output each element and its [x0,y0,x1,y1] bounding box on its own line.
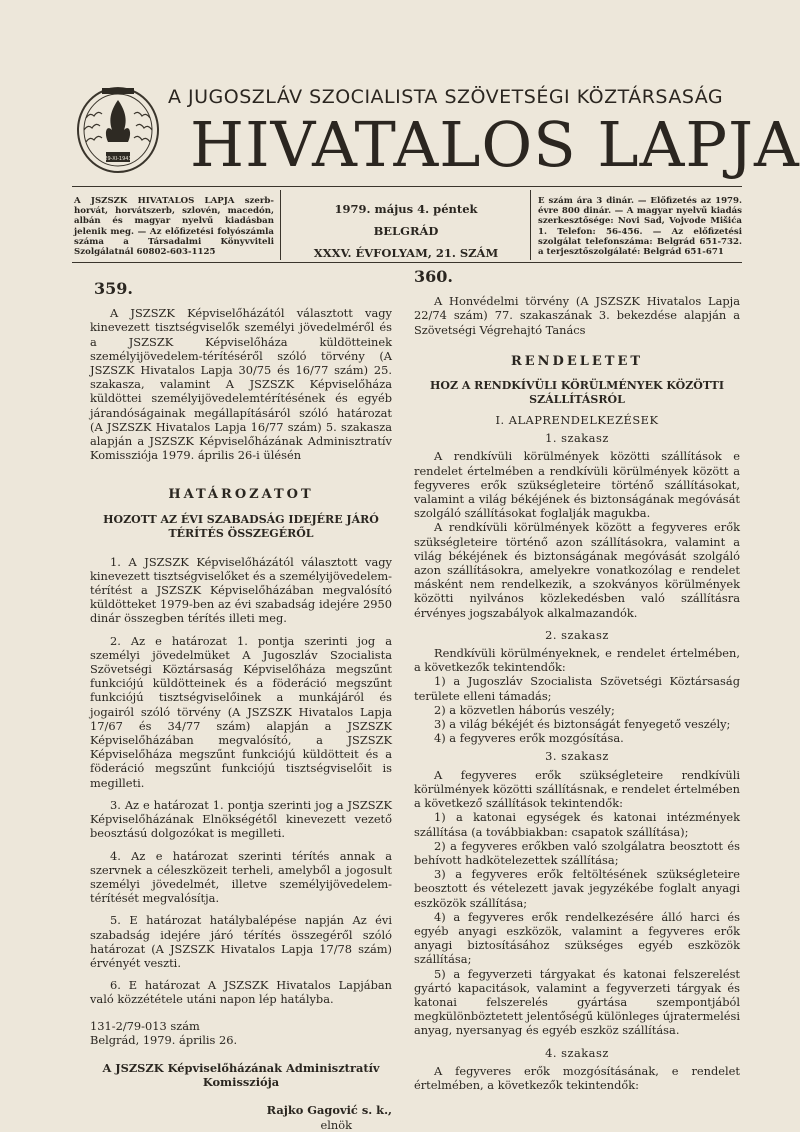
paragraph: 6. E határozat A JSZSZK Hivatalos Lapjában való közzététele utáni napon lép hatályba. [90,978,392,1007]
masthead-divider-left [280,190,281,260]
masthead-divider-right [530,190,531,260]
decision-heading: HATÁROZATOT [168,487,314,503]
paragraph: A rendkívüli körülmények közötti szállítások e rendelet értelmében a rendkívüli körülmények között a fegyveres erők szükségleteire történő szállításokat, valamint a világ békéjének és biztonságának megóvását szolgáló szállításokat foglalják magukba. [414,449,740,521]
list-item: 4) a fegyveres erők mozgósítása. [434,731,624,746]
paragraph: A fegyveres erők szükségleteire rendkívüli körülmények közötti szállításnak, e rendelet értelmében a következő szállítások tekintendők: [414,767,740,811]
preamble: A JSZSZK Képviselőházától választott vagy kinevezett tisztségviselők személyi jövedelméről és a JSZSZK Képviselőháza küldötteinek személyijövedelem-térítéséről szóló törvény (A JSZSZK Hivatalos Lapja 30/75 és 16/77 szám) 25. szakasza, valamint A JSZSZK Képviselőháza küldöttei személyijövedelemtérítésének és egyéb járandóságainak megállapításáról szóló határozat (A JSZSZK Hivatalos Lapja 16/77 szám) 5. szakasza alapján a JSZSZK Képviselőházának Adminisztratív Komissziója 1979. április 26-i ülésén [90,306,392,463]
reference [90,1019,392,1047]
section-title: 4. szakasz [545,1045,609,1060]
list-item: 4) a fegyveres erők rendelkezésére álló harci és egyéb anyagi eszközök, valamint a fegyveres erők anyagi biztosításához szükséges egyéb eszközök szállítása; [414,909,740,967]
issuing-body: A JSZSZK Képviselőházának Adminisztratív Komissziója [102,1060,380,1090]
paragraph: 2. Az e határozat 1. pontja szerinti jog a személyi jövedelmüket A Jugoszláv Szocialista Szövetségi Köztársaság Képviselőháza megszűnt funkciójú küldötteinek és a föderáció megszűnt funkciójú tisztségviselőinek a munkájáról és jogairól szóló törvény (A JSZSZK Hivatalos Lapja 17/67 és 34/77 szám) alapján a JSZSZK Képviselőházában megvalósító, a JSZSZK Képviselőháza megszűnt funkciójú küldötteit és a föderáció megszűnt funkciójú tisztségviselőit is megilleti. [90,633,392,790]
section-title: 2. szakasz [545,627,609,642]
section-title: 3. szakasz [545,749,609,764]
list-item: 2) a közvetlen háborús veszély; [434,702,615,717]
reference-number: 131-2/79-013 szám [90,1018,200,1033]
paragraph: 5. E határozat hatálybalépése napján Az évi szabadság idejére járó térítés összegéről szóló határozat (A JSZSZK Hivatalos Lapja 17/78 szám) érvényét veszti. [90,913,392,970]
paragraph: 1. A JSZSZK Képviselőházától választott vagy kinevezett tisztségviselőket és a személyijövedelem-térítést a JSZSZK Képviselőházában megvalósító küldötteket 1979-ben az évi szabadság idejére 2950 dinár összegben térítés illeti meg. [90,554,392,626]
signer-name: Rajko Gagović s. k., [266,1103,392,1118]
masthead-rule-bottom [72,262,742,263]
price-info: E szám ára 3 dinár. — Előfizetés az 1979. évre 800 dinár. — A magyar nyelvű kiadás szerkesztősége: Novi Sad, Vojvode Mišića 1. Telefon: 56-456. — Az előfizetési szolgálat telefonszáma: Belgrád 651-732. a terjesztőszolgálaté: Belgrád 651-671 [538,196,742,258]
signer-role: elnök [320,1117,352,1132]
section-title: 1. szakasz [545,431,609,446]
list-item: 1) a katonai egységek és katonai intézmények szállítása (a továbbiakban: csapatok szállítása); [414,810,740,839]
right-column [414,267,740,1092]
chapter-title: I. ALAPRENDELKEZÉSEK [495,413,659,428]
paragraph: 4. Az e határozat szerinti térítés annak a szervnek a céleszközeit terheli, amelyből a jogosult személyi jövedelmét, illetve személyijövedelem-térítését megvalósítja. [90,848,392,906]
act-number: 360. [414,267,453,286]
list-item: 3) a világ békéjét és biztonságát fenyegető veszély; [434,717,731,732]
issue-volume: XXXV. ÉVFOLYAM, 21. SZÁM [313,246,499,260]
list-item: 3) a fegyveres erők feltöltésének szükségleteire beosztott és vételezett javak jegyzékébe foglalt anyagi eszközök szállítása; [414,867,740,910]
issue-city: BELGRÁD [373,224,439,238]
publication-info: A JSZSZK HIVATALOS LAPJA szerb-horvát, horvátszerb, szlovén, macedón, albán és magyar nyelvű kiadásban jelenik meg. — Az előfizetési folyószámla száma a Társadalmi Könyvviteli Szolgálatnál 60802-603-1125 [74,196,274,258]
paragraph: A fegyveres erők mozgósításának, e rendelet értelmében, a következők tekintendők: [414,1063,740,1092]
list-item: 2) a fegyveres erőkben való szolgálatra beosztott és behívott hadkötelezettek szállítása; [414,838,740,867]
preamble: A Honvédelmi törvény (A JSZSZK Hivatalos Lapja 22/74 szám) 77. szakaszának 3. bekezdése alapján a Szövetségi Végrehajtó Tanács [414,294,740,337]
decision-title: HOZOTT AZ ÉVI SZABADSÁG IDEJÉRE JÁRÓ TÉRÍTÉS ÖSSZEGÉRŐL [103,512,379,540]
issue-info [290,198,522,264]
state-title: A JUGOSZLÁV SZOCIALISTA SZÖVETSÉGI KÖZTÁRSASÁG [168,86,724,108]
decree-heading: RENDELETET [510,353,644,369]
paragraph: Rendkívüli körülményeknek, e rendelet értelmében, a következők tekintendők: [414,646,740,675]
act-number: 359. [94,279,133,298]
reference-place-date: Belgrád, 1979. április 26. [90,1032,238,1047]
list-item: 5) a fegyverzeti tárgyakat és katonai felszerelést gyártó kapacitások, valamint a fegyverzeti tárgyak és katonai felszerelés gyártása szempontjából megkülönböztetett jelentőségű különleges újratermelési anyag, nyersanyag és egyéb eszköz szállítása. [414,966,740,1038]
decree-title: HOZ A RENDKÍVÜLI KÖRÜLMÉNYEK KÖZÖTTI SZÁLLÍTÁSRÓL [429,379,724,407]
paragraph: 3. Az e határozat 1. pontja szerinti jog a JSZSZK Képviselőházának Elnökségétől kinevezett vezető beosztású dolgozókat is megilleti. [90,797,392,841]
list-item: 1) a Jugoszláv Szocialista Szövetségi Köztársaság területe elleni támadás; [414,674,740,703]
left-column [90,279,392,1132]
paragraph: A rendkívüli körülmények között a fegyveres erők szükségleteire történő azon szállításokra, valamint a világ békéjének és biztonságának megóvását szolgáló azon szállításokra, amelyekre vonatkozólag e rendelet másként nem rendelkezik, a szokványos körülmények közötti nyilvános közlekedésben való szállításra érvényes jogszabályok alkalmazandók. [414,520,740,620]
state-emblem-icon [72,80,164,176]
issue-date: 1979. május 4. péntek [334,202,478,216]
paper-title: HIVATALOS LAPJA [190,108,800,181]
masthead-rule-top [72,186,742,187]
emblem-date: 29-XI-1943 [104,156,132,162]
